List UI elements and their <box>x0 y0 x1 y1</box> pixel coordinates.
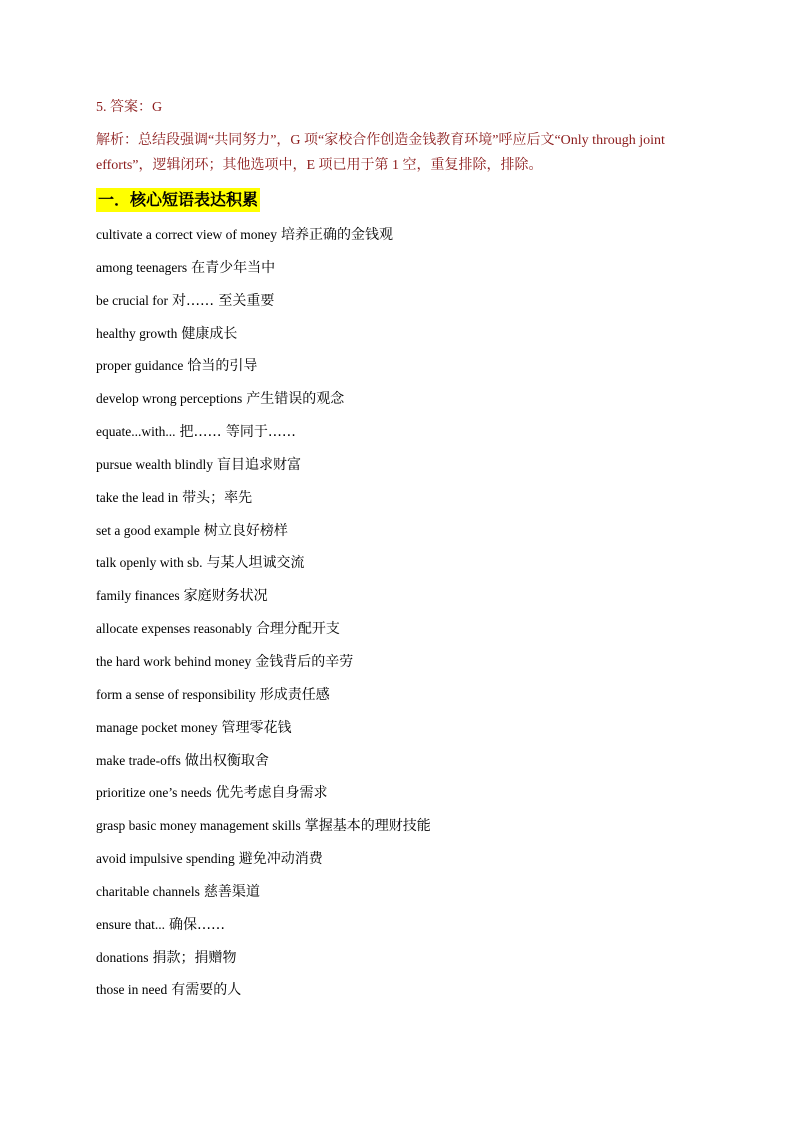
phrase-english: manage pocket money <box>96 719 218 735</box>
phrase-item <box>96 288 431 321</box>
phrase-chinese: 管理零花钱 <box>221 719 292 736</box>
phrase-chinese: 避免冲动消费 <box>238 851 323 868</box>
phrase-list <box>96 222 431 1010</box>
phrase-chinese: 带头；率先 <box>182 489 253 506</box>
phrase-chinese: 健康成长 <box>181 325 238 342</box>
phrase-item <box>96 846 431 879</box>
phrase-item <box>96 682 431 715</box>
phrase-chinese: 把…… 等同于…… <box>179 424 296 441</box>
phrase-english: avoid impulsive spending <box>96 851 235 867</box>
phrase-english: develop wrong perceptions <box>96 391 243 407</box>
answer-line: 5. 答案：G <box>96 100 163 115</box>
phrase-item <box>96 616 431 649</box>
phrase-item <box>96 321 431 354</box>
phrase-chinese: 产生错误的观念 <box>246 391 345 408</box>
phrase-english: make trade-offs <box>96 752 181 768</box>
phrase-chinese: 优先考虑自身需求 <box>215 785 328 802</box>
phrase-chinese: 捐款；捐赠物 <box>152 949 237 966</box>
phrase-item <box>96 813 431 846</box>
phrase-chinese: 在青少年当中 <box>191 259 276 276</box>
phrase-english: ensure that... <box>96 916 165 932</box>
phrase-item <box>96 583 431 616</box>
phrase-item <box>96 715 431 748</box>
phrase-item <box>96 550 431 583</box>
phrase-item <box>96 977 431 1010</box>
phrase-chinese: 形成责任感 <box>259 686 330 703</box>
phrase-item <box>96 879 431 912</box>
phrase-item <box>96 945 431 978</box>
phrase-item <box>96 419 431 452</box>
phrase-english: family finances <box>96 588 180 604</box>
phrase-chinese: 树立良好榜样 <box>203 522 288 539</box>
phrase-english: healthy growth <box>96 325 178 341</box>
section-heading: 一．核心短语表达积累 <box>96 188 260 212</box>
phrase-item <box>96 452 431 485</box>
phrase-english: prioritize one’s needs <box>96 785 212 801</box>
analysis-paragraph: 解析：总结段强调“共同努力”，G 项“家校合作创造金钱教育环境”呼应后文“Only through joint efforts”，逻辑闭环；其他选项中，E 项已用于第 1 空，重复排除，排除。 <box>96 133 665 173</box>
phrase-english: charitable channels <box>96 883 200 899</box>
phrase-item <box>96 518 431 551</box>
phrase-english: talk openly with sb. <box>96 555 203 571</box>
phrase-item <box>96 780 431 813</box>
phrase-item <box>96 485 431 518</box>
phrase-chinese: 盲目追求财富 <box>216 456 301 473</box>
phrase-chinese: 金钱背后的辛劳 <box>255 653 354 670</box>
phrase-english: proper guidance <box>96 358 184 374</box>
phrase-english: cultivate a correct view of money <box>96 227 278 242</box>
phrase-english: allocate expenses reasonably <box>96 621 252 637</box>
phrase-item <box>96 353 431 386</box>
phrase-chinese: 合理分配开支 <box>255 621 340 638</box>
phrase-chinese: 做出权衡取舍 <box>184 752 269 769</box>
phrase-english: set a good example <box>96 522 200 538</box>
phrase-chinese: 对…… 至关重要 <box>171 292 275 309</box>
phrase-english: equate...with... <box>96 424 176 440</box>
phrase-english: among teenagers <box>96 259 188 275</box>
phrase-english: pursue wealth blindly <box>96 456 213 472</box>
phrase-item <box>96 912 431 945</box>
phrase-item <box>96 386 431 419</box>
phrase-english: those in need <box>96 982 168 998</box>
phrase-item <box>96 255 431 288</box>
phrase-chinese: 培养正确的金钱观 <box>281 227 394 243</box>
phrase-english: form a sense of responsibility <box>96 686 256 702</box>
phrase-english: be crucial for <box>96 292 168 308</box>
phrase-english: grasp basic money management skills <box>96 818 301 834</box>
phrase-chinese: 有需要的人 <box>171 982 242 999</box>
phrase-chinese: 恰当的引导 <box>187 358 258 375</box>
phrase-item <box>96 222 431 255</box>
phrase-chinese: 家庭财务状况 <box>183 588 268 605</box>
phrase-chinese: 与某人坦诚交流 <box>206 555 305 572</box>
phrase-english: take the lead in <box>96 489 179 505</box>
phrase-english: donations <box>96 949 149 965</box>
phrase-english: the hard work behind money <box>96 653 252 669</box>
phrase-item <box>96 649 431 682</box>
phrase-item <box>96 748 431 781</box>
phrase-chinese: 掌握基本的理财技能 <box>304 818 431 835</box>
phrase-chinese: 确保…… <box>168 916 225 933</box>
phrase-chinese: 慈善渠道 <box>203 883 260 900</box>
